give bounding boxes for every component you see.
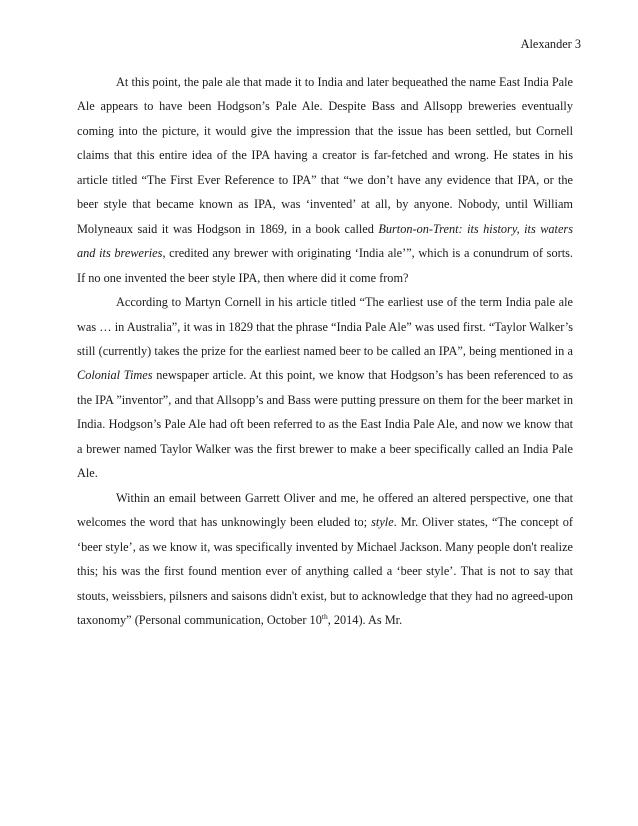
- paragraph-text: According to Martyn Cornell in his article titled “The earliest use of the term India pale ale was … in Australia”, it was in 1829 that the phrase “India Pale Ale” was used first. “Taylor Walker’s still (currently) takes the prize for the earliest named beer to be called an IPA”, being mentioned in a: [77, 295, 573, 358]
- paragraph-text: Within an email between Garrett Oliver and me, he offered an altered perspective, one that welcomes the word that has unknowingly been eluded to;: [77, 490, 573, 530]
- paragraph-text: . Mr. Oliver states, “The concept of ‘beer style’, as we know it, was specifically invented by Michael Jackson. Many people don't realize this; his was the first found mention ever of anything called a ‘beer style’. That is not to say that stouts, weissbiers, pilsners and saisons didn't exist, but to acknowledge that they had no agreed-upon taxonomy” (Personal communication, October 10: [77, 515, 573, 627]
- paragraph-text: , 2014). As Mr.: [327, 612, 403, 627]
- style-term: style: [371, 515, 394, 530]
- paragraph-text: At this point, the pale ale that made it to India and later bequeathed the name East India Pale Ale appears to have been Hodgson’s Pale Ale. Despite Bass and Allsopp breweries eventually coming into the picture, it would give the impression that the issue has been settled, but Cornell claims that this entire idea of the IPA having a creator is far-fetched and wrong. He states in his article titled “The First Ever Reference to IPA” that “we don’t have any evidence that IPA, or the beer style that became known as IPA, was ‘invented’ at all, by anyone. Nobody, until William Molyneaux said it was Hodgson in 1869, in a book called: [77, 75, 573, 236]
- paragraph-hodgson: [77, 70, 573, 290]
- paragraph-oliver: [77, 486, 573, 633]
- paragraph-text: , credited any brewer with originating ‘India ale’”, which is a conundrum of sorts. If no one invented the beer style IPA, then where did it come from?: [77, 246, 573, 285]
- paragraph-cornell: [77, 290, 573, 486]
- newspaper-title: Colonial Times: [77, 368, 153, 383]
- book-title: Burton-on-Trent: its history, its waters and its breweries: [77, 221, 574, 261]
- running-head: Alexander 3: [520, 37, 581, 51]
- body-text: [77, 70, 573, 632]
- paragraph-text: newspaper article. At this point, we know that Hodgson’s has been referenced to as the IPA ”inventor”, and that Allsopp’s and Bass were putting pressure on them for the beer market in India. Hodgson’s Pale Ale had oft been referred to as the East India Pale Ale, and now we know that a brewer named Taylor Walker was the first brewer to make a beer specifically called an India Pale Ale.: [77, 368, 573, 481]
- ordinal-suffix: th: [321, 611, 328, 621]
